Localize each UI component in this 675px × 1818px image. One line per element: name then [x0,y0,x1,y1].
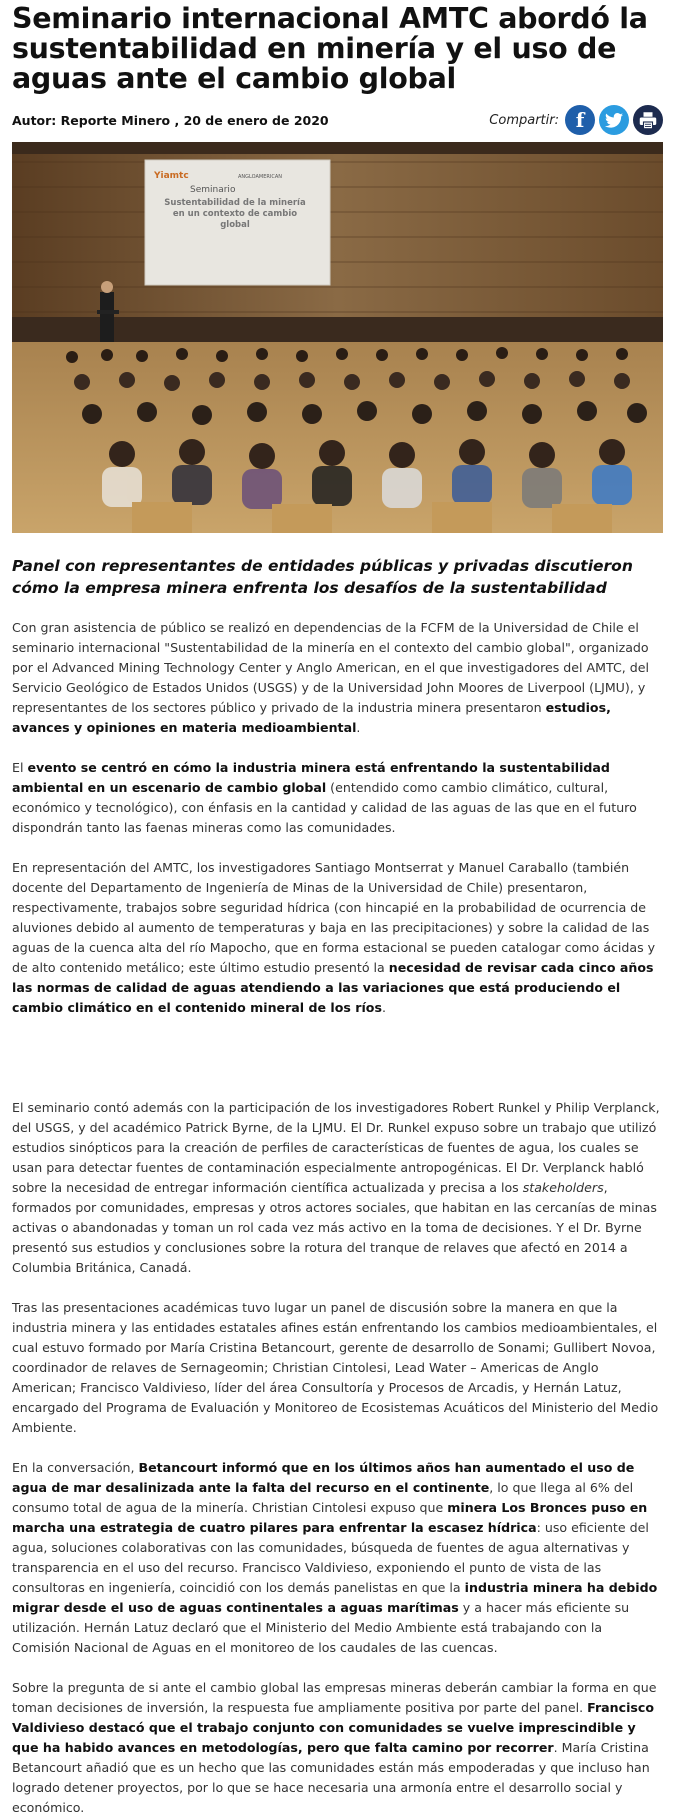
slide-logo: ANGLOAMERICAN [238,174,282,180]
article-body [12,618,663,1818]
paragraph-1: Con gran asistencia de público se realizó en dependencias de la FCFM de la Universidad de Chile el seminario internacional "Sustentabilidad de la minería en el contexto del cambio global", organizado por el Advanced Mining Technology Center y Anglo American, en el que investigadores del AMTC, del Servicio Geológico de Estados Unidos (USGS) y de la Universidad John Moores de Liverpool (LJMU), y representantes de los sectores público y privado de la industria minera presentaron estudios, avances y opiniones en materia medioambiental. [12,620,650,735]
slide-header: Seminario [190,185,236,195]
meta-row [12,104,663,136]
byline: Autor: Reporte Minero , 20 de enero de 2020 [12,112,329,128]
seminar-photo [12,142,663,533]
paragraph-3: En representación del AMTC, los investigadores Santiago Montserrat y Manuel Caraballo (también docente del Departamento de Ingeniería de Minas de la Universidad de Chile) presentaron, respectivamente, trabajos sobre seguridad hídrica (con hincapié en la probabilidad de ocurrencia de aluviones debido al aumento de temperaturas y baja en las precipitaciones) y sobre la calidad de las aguas de la cuenca alta del río Mapocho, que en forma estacional se pueden catalogar como ácidas y de alto contenido metálico; este último estudio presentó la necesidad de revisar cada cinco años las normas de calidad de aguas atendiendo a las variaciones que está produciendo el cambio climático en el contenido mineral de los ríos. [12,860,656,1015]
print-button[interactable] [633,105,663,135]
print-icon [639,112,657,129]
paragraph-7: Sobre la pregunta de si ante el cambio global las empresas mineras deberán cambiar la forma en que toman decisiones de inversión, la respuesta fue ampliamente positiva por parte del panel. Francisco Valdivieso destacó que el trabajo conjunto con comunidades se vuelve imprescindible y que ha habido avances en metodologías, pero que falta camino por recorrer. María Cristina Betancourt añadió que es un hecho que las comunidades están más empoderadas y que incluso han logrado detener proyectos, por lo que se hace necesaria una armonía entre el desarrollo social y económico. [12,1680,657,1815]
twitter-icon [605,113,623,128]
slide-brand: Yiamtc [154,171,189,181]
paragraph-5: Tras las presentaciones académicas tuvo lugar un panel de discusión sobre la manera en que la industria minera y las entidades estatales afines están enfrentando los cambios medioambientales, el cual estuvo formado por María Cristina Betancourt, gerente de desarrollo de Sonami; Gullibert Novoa, coordinador de relaves de Sernageomin; Christian Cintolesi, Lead Water – Americas de Anglo American; Francisco Valdivieso, líder del área Consultoría y Procesos de Arcadis, y Hernán Latuz, encargado del Programa de Evaluación y Monitoreo de Ecosistemas Acuáticos del Ministerio del Medio Ambiente. [12,1300,659,1435]
twitter-share-button[interactable] [599,105,629,135]
facebook-share-button[interactable] [565,105,595,135]
facebook-icon: f [575,108,585,132]
share-bar [489,105,663,135]
paragraph-4: El seminario contó además con la participación de los investigadores Robert Runkel y Philip Verplanck, del USGS, y del académico Patrick Byrne, de la LJMU. El Dr. Runkel expuso sobre un trabajo que utilizó estudios sinópticos para la creación de perfiles de características de fuentes de agua, los cuales se usan para detectar fuentes de contaminación especialmente antropogénicas. El Dr. Verplanck habló sobre la necesidad de entregar información científica actualizada y precisa a los stakeholders, formados por comunidades, empresas y otros actores sociales, que habitan en las cercanías de minas activas o abandonadas y toman un rol cada vez más activo en la toma de decisiones. Y el Dr. Byrne presentó sus estudios y conclusiones sobre la rotura del tranque de relaves que afectó en 2014 a Columbia Británica, Canadá. [12,1100,660,1275]
slide-text: Sustentabilidad de la minería en un contexto de cambio global [164,198,306,230]
article-title: Seminario internacional AMTC abordó la sustentabilidad en minería y el uso de aguas ante el cambio global [12,2,648,95]
share-label: Compartir: [489,112,559,128]
article-subtitle: Panel con representantes de entidades públicas y privadas discutieron cómo la empresa minera enfrenta los desafíos de la sustentabilidad [12,557,633,597]
paragraph-6: En la conversación, Betancourt informó que en los últimos años han aumentado el uso de agua de mar desalinizada ante la falta del recurso en el continente, lo que llega al 6% del consumo total de agua de la minería. Christian Cintolesi expuso que minera Los Bronces puso en marcha una estrategia de cuatro pilares para enfrentar la escasez hídrica: uso eficiente del agua, soluciones colaborativas con las comunidades, búsqueda de fuentes de agua alternativas y transparencia en el uso del recurso. Francisco Valdivieso, exponiendo el punto de vista de las consultoras en ingeniería, coincidió con los demás panelistas en que la industria minera ha debido migrar desde el uso de aguas continentales a aguas marítimas y a hacer más eficiente su utilización. Hernán Latuz declaró que el Ministerio del Medio Ambiente está trabajando con la Comisión Nacional de Aguas en el monitoreo de los caudales de las cuencas. [12,1460,658,1655]
paragraph-2: El evento se centró en cómo la industria minera está enfrentando la sustentabilidad ambiental en un escenario de cambio global (entendido como cambio climático, cultural, económico y tecnológico), con énfasis en la cantidad y calidad de las aguas de las que en el futuro dispondrán tanto las faenas mineras como las comunidades. [12,760,637,835]
